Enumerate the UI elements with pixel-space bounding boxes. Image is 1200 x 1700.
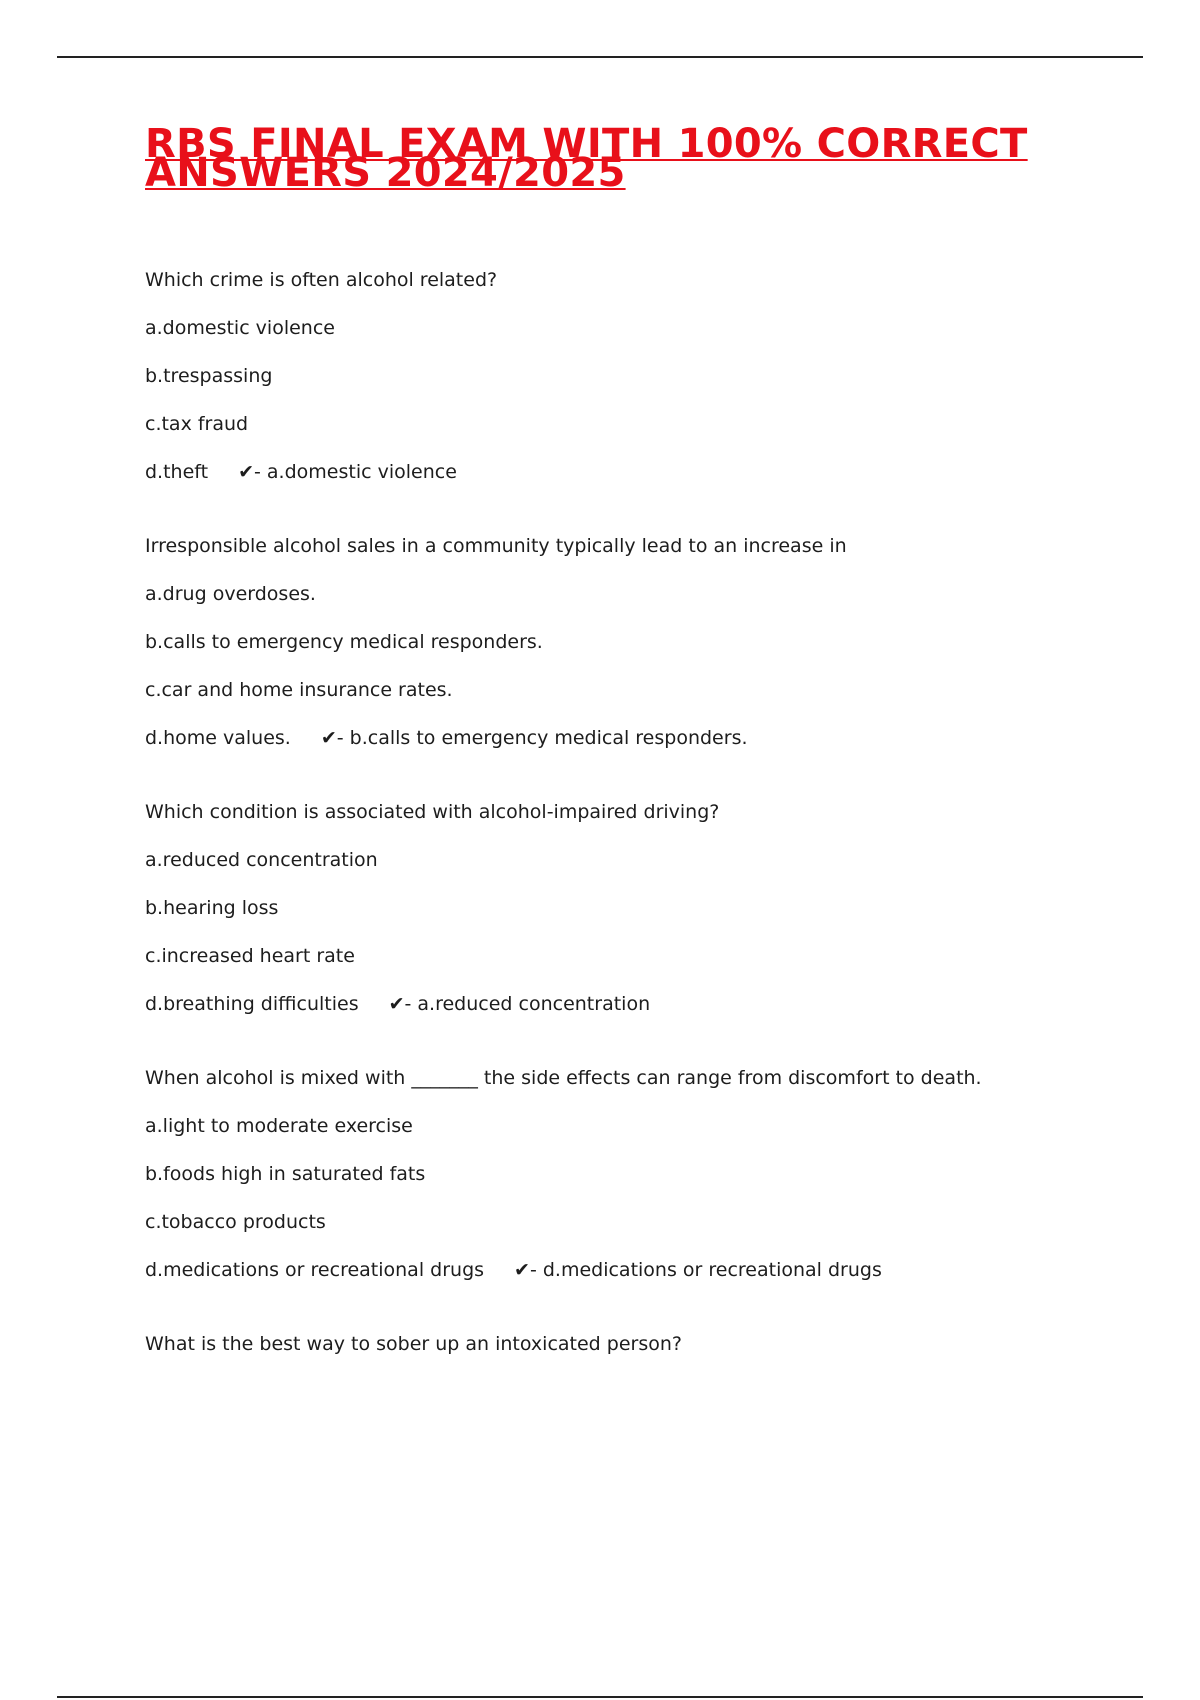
question-3 <box>145 800 1125 1017</box>
question-list <box>145 268 1125 1406</box>
correct-answer <box>389 992 651 1017</box>
top-rule <box>57 56 1143 58</box>
checkmark-icon: ✔ <box>514 1259 530 1281</box>
answer-option: c.tobacco products <box>145 1211 326 1233</box>
correct-answer-text: - a.domestic violence <box>254 461 457 483</box>
answer-option-row <box>145 726 1125 751</box>
checkmark-icon: ✔ <box>388 993 405 1015</box>
answer-option: b.calls to emergency medical responders. <box>145 631 543 653</box>
checkmark-icon: ✔ <box>238 461 255 483</box>
answer-option: b.hearing loss <box>145 897 279 919</box>
answer-option: d.home values. <box>145 727 291 749</box>
correct-answer-text: - b.calls to emergency medical responders. <box>336 727 748 749</box>
answer-option: d.medications or recreational drugs <box>145 1259 485 1281</box>
answer-option: b.trespassing <box>145 365 273 387</box>
question-5 <box>145 1332 1125 1357</box>
correct-answer <box>514 1258 882 1283</box>
answer-option: d.breathing difficulties <box>145 993 359 1015</box>
correct-answer-text: - d.medications or recreational drugs <box>529 1259 882 1281</box>
checkmark-icon: ✔ <box>320 727 337 749</box>
answer-option-row <box>145 460 1125 485</box>
question-prompt: Irresponsible alcohol sales in a community typically lead to an increase in <box>145 535 847 557</box>
question-prompt: Which condition is associated with alcohol-impaired driving? <box>145 801 720 823</box>
answer-option: a.light to moderate exercise <box>145 1115 413 1137</box>
question-prompt: When alcohol is mixed with _______ the side effects can range from discomfort to death. <box>145 1067 982 1089</box>
answer-option: d.theft <box>145 461 209 483</box>
answer-option: a.reduced concentration <box>145 849 378 871</box>
answer-option: b.foods high in saturated fats <box>145 1163 426 1185</box>
answer-option-row <box>145 1258 1125 1283</box>
answer-option: c.increased heart rate <box>145 945 355 967</box>
answer-option: c.car and home insurance rates. <box>145 679 453 701</box>
question-prompt: Which crime is often alcohol related? <box>145 269 498 291</box>
correct-answer-text: - a.reduced concentration <box>404 993 651 1015</box>
question-4 <box>145 1066 1125 1283</box>
correct-answer <box>238 460 457 485</box>
correct-answer <box>321 726 748 751</box>
question-prompt: What is the best way to sober up an intoxicated person? <box>145 1333 682 1355</box>
answer-option: c.tax fraud <box>145 413 249 435</box>
answer-option: a.domestic violence <box>145 317 335 339</box>
answer-option-row <box>145 992 1125 1017</box>
bottom-rule <box>57 1696 1143 1698</box>
page-title: RBS FINAL EXAM WITH 100% CORRECT ANSWERS 2024/2025 <box>145 121 1028 196</box>
question-2 <box>145 534 1125 751</box>
question-1 <box>145 268 1125 485</box>
answer-option: a.drug overdoses. <box>145 583 316 605</box>
